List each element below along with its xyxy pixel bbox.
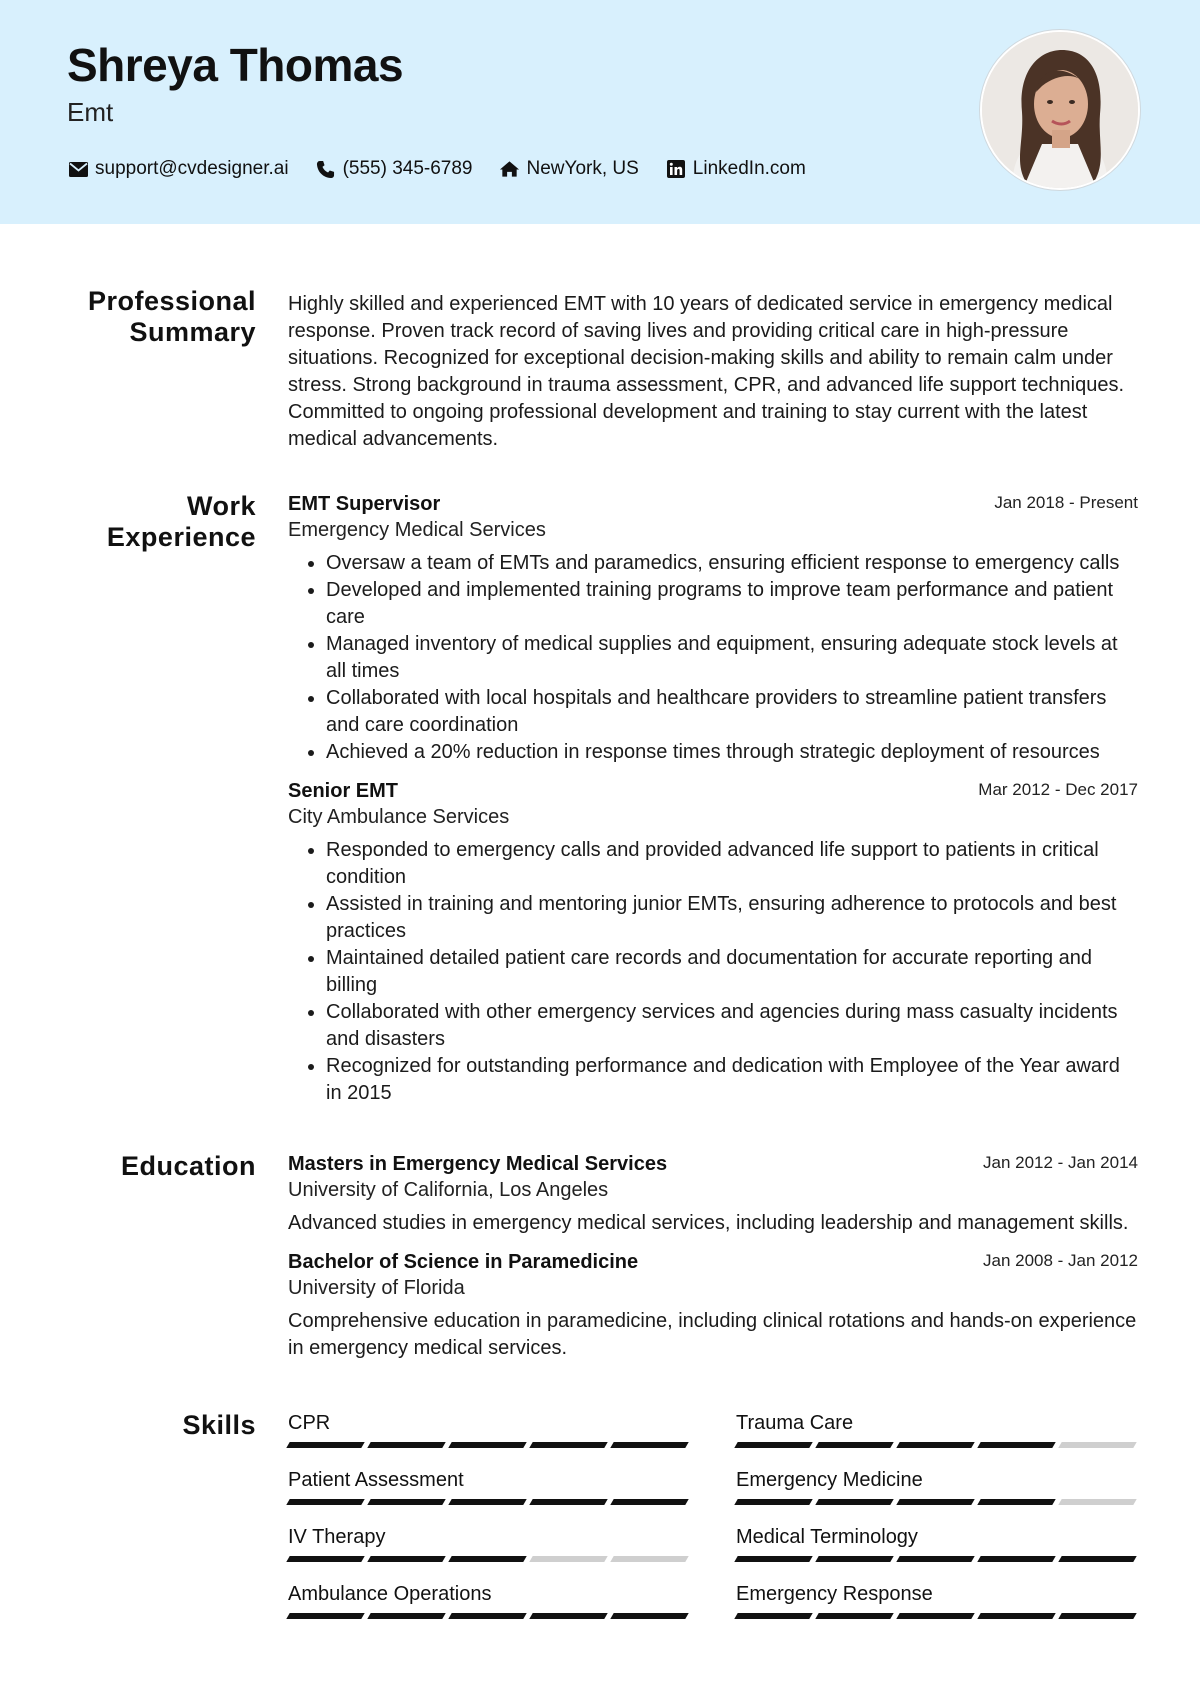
education-date: Jan 2008 - Jan 2012	[982, 1251, 1138, 1270]
skill-level-bar	[736, 1613, 1136, 1619]
skill-level-segment	[734, 1556, 812, 1562]
experience-heading-line2: Experience	[106, 522, 256, 552]
job-date: Mar 2012 - Dec 2017	[978, 780, 1138, 799]
education-heading: Education	[120, 1151, 256, 1181]
skill-level-segment	[815, 1499, 893, 1505]
skill-item	[288, 1581, 688, 1638]
job-bullet: • Oversaw a team of EMTs and paramedics, ensuring efficient response to emergency calls	[326, 550, 1138, 577]
skill-name: Patient Assessment	[288, 1469, 464, 1491]
skill-level-segment	[734, 1442, 812, 1448]
skill-level-segment	[448, 1613, 526, 1619]
contact-linkedin-text: LinkedIn.com	[692, 158, 806, 179]
skill-item	[288, 1524, 688, 1581]
skill-item	[736, 1581, 1136, 1638]
skill-level-segment	[448, 1556, 526, 1562]
skill-level-segment	[734, 1613, 812, 1619]
contact-location-text: NewYork, US	[526, 158, 639, 179]
skill-level-segment	[367, 1499, 445, 1505]
skill-name: Ambulance Operations	[288, 1583, 492, 1605]
skill-level-segment	[286, 1499, 364, 1505]
skills-section	[0, 1410, 1200, 1638]
skill-level-segment	[1058, 1613, 1136, 1619]
degree-title: Masters in Emergency Medical Services	[288, 1153, 668, 1175]
skill-level-segment	[977, 1613, 1055, 1619]
experience-heading-line1: Work	[186, 491, 256, 521]
skill-level-segment	[896, 1442, 974, 1448]
experience-section	[0, 491, 1200, 1107]
skill-level-segment	[610, 1613, 688, 1619]
job-date: Jan 2018 - Present	[994, 493, 1138, 512]
education-entry	[288, 1249, 1138, 1362]
skill-item	[736, 1467, 1136, 1524]
school-name: University of California, Los Angeles	[288, 1179, 609, 1201]
job-bullet: • Responded to emergency calls and provided advanced life support to patients in critical condition	[326, 837, 1138, 891]
skill-level-segment	[1058, 1442, 1136, 1448]
job-bullets	[288, 550, 1138, 766]
skill-name: Emergency Medicine	[736, 1469, 923, 1491]
profile-photo	[980, 30, 1140, 190]
job-title: Emt	[67, 97, 114, 127]
skill-level-segment	[896, 1613, 974, 1619]
skill-level-segment	[610, 1556, 688, 1562]
education-entry	[288, 1151, 1138, 1237]
job-entry	[288, 491, 1138, 766]
skill-level-segment	[896, 1556, 974, 1562]
skill-level-bar	[288, 1613, 688, 1619]
skill-item	[736, 1410, 1136, 1467]
skill-name: Emergency Response	[736, 1583, 933, 1605]
job-entry	[288, 778, 1138, 1107]
contact-location	[499, 158, 639, 180]
skill-level-segment	[815, 1442, 893, 1448]
skill-level-segment	[896, 1499, 974, 1505]
skill-level-segment	[610, 1442, 688, 1448]
education-section	[0, 1151, 1200, 1362]
skill-level-segment	[815, 1556, 893, 1562]
job-bullet: • Collaborated with other emergency services and agencies during mass casualty incidents and disasters	[326, 999, 1138, 1053]
skill-level-bar	[288, 1556, 688, 1562]
skill-level-segment	[529, 1556, 607, 1562]
contact-email-text: support@cvdesigner.ai	[95, 158, 289, 179]
skills-grid	[288, 1410, 1138, 1638]
contact-email[interactable]	[67, 158, 289, 180]
skill-item	[288, 1410, 688, 1467]
skill-level-segment	[529, 1499, 607, 1505]
summary-heading-line2: Summary	[129, 317, 256, 347]
envelope-icon	[67, 158, 89, 180]
skill-level-segment	[529, 1442, 607, 1448]
job-bullet: • Collaborated with local hospitals and healthcare providers to streamline patient transfers and care coordination	[326, 685, 1138, 739]
skill-level-bar	[736, 1556, 1136, 1562]
skill-level-bar	[736, 1442, 1136, 1448]
job-bullet: • Recognized for outstanding performance and dedication with Employee of the Year award in 2015	[326, 1053, 1138, 1107]
contact-phone[interactable]	[315, 158, 473, 180]
skill-level-segment	[448, 1499, 526, 1505]
job-bullets	[288, 837, 1138, 1107]
education-description: Comprehensive education in paramedicine, including clinical rotations and hands-on experience in emergency medical services.	[288, 1310, 1137, 1359]
resume-header	[0, 0, 1200, 224]
job-title: Senior EMT	[288, 780, 399, 802]
summary-heading	[0, 286, 256, 453]
skill-level-bar	[288, 1442, 688, 1448]
school-name: University of Florida	[288, 1277, 465, 1299]
job-bullet: • Maintained detailed patient care records and documentation for accurate reporting and billing	[326, 945, 1138, 999]
skill-level-segment	[286, 1556, 364, 1562]
skill-item	[736, 1524, 1136, 1581]
skill-name: IV Therapy	[288, 1526, 386, 1548]
phone-icon	[315, 158, 337, 180]
skills-heading: Skills	[182, 1410, 256, 1440]
experience-heading	[0, 491, 256, 1107]
education-date: Jan 2012 - Jan 2014	[982, 1153, 1138, 1172]
skill-name: Trauma Care	[736, 1412, 854, 1434]
job-bullet: • Assisted in training and mentoring junior EMTs, ensuring adherence to protocols and best practices	[326, 891, 1138, 945]
skill-level-segment	[367, 1613, 445, 1619]
skill-level-segment	[367, 1556, 445, 1562]
skill-level-segment	[734, 1499, 812, 1505]
skill-level-segment	[977, 1556, 1055, 1562]
job-company: Emergency Medical Services	[288, 519, 546, 541]
skill-item	[288, 1467, 688, 1524]
linkedin-icon	[665, 158, 687, 180]
skill-level-segment	[977, 1442, 1055, 1448]
summary-section	[0, 286, 1200, 453]
summary-text: Highly skilled and experienced EMT with 10 years of dedicated service in emergency medical response. Proven track record of saving lives and providing critical care in high-pressure situations. Recognized for exceptional decision-making skills and ability to remain calm under stress. Strong background in trauma assessment, CPR, and advanced life support techniques. Committed to ongoing professional development and training to stay current with the latest medical advancements.	[288, 293, 1125, 450]
skill-level-segment	[815, 1613, 893, 1619]
skill-level-segment	[1058, 1556, 1136, 1562]
skill-name: Medical Terminology	[736, 1526, 918, 1548]
education-description: Advanced studies in emergency medical services, including leadership and management skills.	[288, 1212, 1129, 1234]
skill-level-segment	[610, 1499, 688, 1505]
skill-level-segment	[286, 1613, 364, 1619]
skill-level-segment	[529, 1613, 607, 1619]
skill-level-segment	[977, 1499, 1055, 1505]
skill-level-bar	[288, 1499, 688, 1505]
contact-phone-text: (555) 345-6789	[342, 158, 473, 179]
home-icon	[499, 158, 521, 180]
job-bullet: • Developed and implemented training programs to improve team performance and patient care	[326, 577, 1138, 631]
skill-name: CPR	[288, 1412, 331, 1434]
job-company: City Ambulance Services	[288, 806, 510, 828]
job-title: EMT Supervisor	[288, 493, 441, 515]
candidate-name: Shreya Thomas	[67, 39, 404, 91]
job-bullet: • Managed inventory of medical supplies and equipment, ensuring adequate stock levels at all times	[326, 631, 1138, 685]
contact-linkedin[interactable]	[665, 158, 806, 180]
skill-level-segment	[367, 1442, 445, 1448]
skill-level-segment	[286, 1442, 364, 1448]
skill-level-segment	[448, 1442, 526, 1448]
skill-level-bar	[736, 1499, 1136, 1505]
skill-level-segment	[1058, 1499, 1136, 1505]
summary-heading-line1: Professional	[87, 286, 256, 316]
degree-title: Bachelor of Science in Paramedicine	[288, 1251, 639, 1273]
job-bullet: • Achieved a 20% reduction in response times through strategic deployment of resources	[326, 739, 1138, 766]
